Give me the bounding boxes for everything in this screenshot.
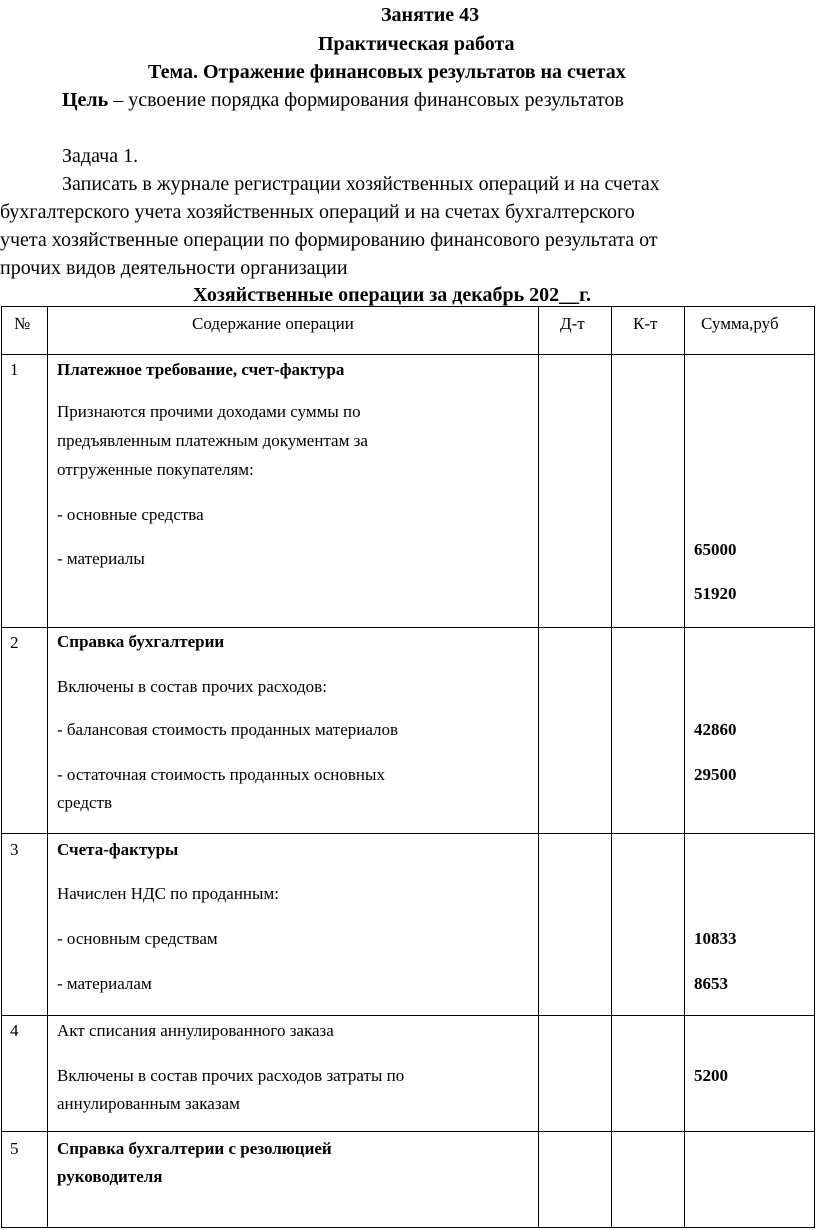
task-line: прочих видов деятельности организации: [0, 257, 348, 279]
row-title: руководителя: [57, 1167, 163, 1186]
row-title: Справка бухгалтерии с резолюцией: [57, 1139, 332, 1158]
row-title: Платежное требование, счет-фактура: [57, 360, 345, 379]
amount-value: 29500: [694, 765, 737, 784]
row-text: - материалам: [57, 974, 152, 993]
row-text: отгруженные покупателям:: [57, 460, 254, 479]
amount-value: 42860: [694, 720, 737, 739]
topic-title: Тема. Отражение финансовых результатов на счетах: [148, 61, 626, 83]
row-text: Признаются прочими доходами суммы по: [57, 402, 361, 421]
row-text: аннулированным заказам: [57, 1094, 240, 1113]
row-text: предъявленным платежным документам за: [57, 431, 368, 450]
row-number: 1: [10, 360, 19, 379]
task-line: учета хозяйственные операции по формированию финансового результата от: [0, 229, 658, 251]
row-number: 3: [10, 840, 19, 859]
goal-text: – усвоение порядка формирования финансовых результатов: [108, 89, 624, 111]
row-number: 5: [10, 1139, 19, 1158]
table-title: Хозяйственные операции за декабрь 202__г.: [193, 284, 591, 306]
lesson-title: Занятие 43: [381, 4, 480, 26]
row-text: - балансовая стоимость проданных материалов: [57, 720, 399, 739]
row-title: Акт списания аннулированного заказа: [57, 1021, 334, 1040]
amount-value: 65000: [694, 540, 737, 559]
row-text: - материалы: [57, 549, 145, 568]
header-amount: Сумма,руб: [701, 314, 779, 333]
goal-line: [62, 89, 624, 112]
row-title: Справка бухгалтерии: [57, 632, 225, 651]
row-text: - остаточная стоимость проданных основных: [57, 765, 385, 784]
header-number: №: [14, 314, 31, 333]
task-line: Записать в журнале регистрации хозяйственных операций и на счетах: [62, 173, 660, 195]
header-content: Содержание операции: [192, 314, 354, 333]
goal-label: Цель: [62, 89, 109, 111]
row-text: Начислен НДС по проданным:: [57, 884, 279, 903]
row-text: - основные средства: [57, 505, 204, 524]
row-text: - основным средствам: [57, 929, 218, 948]
row-number: 4: [10, 1021, 19, 1040]
amount-value: 51920: [694, 584, 737, 603]
amount-value: 5200: [694, 1066, 728, 1085]
work-type-title: Практическая работа: [318, 33, 515, 55]
task-title: Задача 1.: [62, 145, 139, 167]
task-line: бухгалтерского учета хозяйственных операций и на счетах бухгалтерского: [0, 201, 635, 223]
amount-value: 8653: [694, 974, 728, 993]
amount-value: 10833: [694, 929, 737, 948]
row-text: Включены в состав прочих расходов затраты по: [57, 1066, 405, 1085]
row-text: средств: [57, 793, 113, 812]
header-credit: К-т: [633, 314, 658, 333]
row-number: 2: [10, 633, 19, 652]
row-text: Включены в состав прочих расходов:: [57, 677, 327, 696]
header-debit: Д-т: [560, 314, 585, 333]
row-title: Счета-фактуры: [57, 840, 179, 859]
